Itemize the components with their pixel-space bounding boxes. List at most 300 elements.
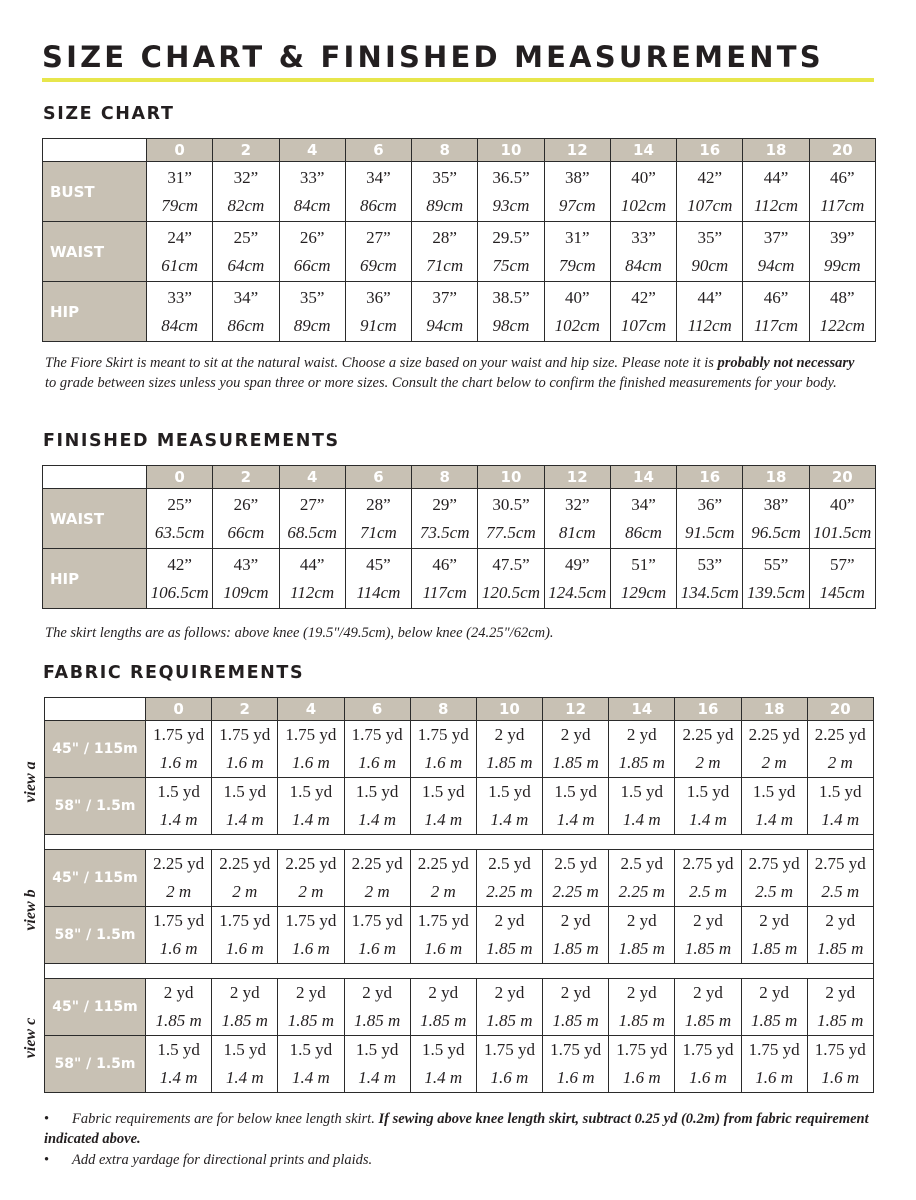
measure-cell xyxy=(344,979,410,1036)
metric-value: 91cm xyxy=(360,315,397,335)
measure-cell xyxy=(478,489,544,549)
metric-value: 1.85 m xyxy=(155,1011,202,1030)
metric-value: 107cm xyxy=(620,315,667,335)
measure-cell xyxy=(476,907,542,964)
imperial-value: 2.25 yd xyxy=(285,854,337,873)
measure-cell xyxy=(412,162,478,222)
metric-value: 1.4 m xyxy=(358,810,396,829)
skirt-length-note: The skirt lengths are as follows: above knee (19.5"/49.5cm), below knee (24.25"/62cm). xyxy=(45,625,554,641)
imperial-value: 37” xyxy=(763,227,789,247)
imperial-value: 44” xyxy=(763,167,789,187)
metric-value: 1.85 m xyxy=(684,939,732,958)
view-label: view a xyxy=(22,761,39,803)
metric-value: 1.6 m xyxy=(424,753,463,772)
imperial-value: 2.5 yd xyxy=(620,854,664,873)
size-header: 12 xyxy=(544,139,610,162)
measure-cell xyxy=(609,907,675,964)
size-header: 18 xyxy=(743,139,809,162)
size-header: 10 xyxy=(478,139,544,162)
table-row xyxy=(45,907,874,964)
size-header: 4 xyxy=(279,139,345,162)
size-header: 6 xyxy=(344,698,410,721)
measure-cell xyxy=(675,721,741,778)
measure-cell xyxy=(345,282,411,342)
measure-cell xyxy=(278,778,344,835)
metric-value: 145cm xyxy=(819,582,865,602)
imperial-value: 1.75 yd xyxy=(285,911,337,930)
imperial-value: 36.5” xyxy=(492,167,530,187)
metric-value: 2 m xyxy=(827,753,853,772)
table-row xyxy=(45,979,874,1036)
metric-value: 2.5 m xyxy=(689,882,727,901)
row-label: BUST xyxy=(43,162,147,222)
metric-value: 75cm xyxy=(492,255,530,275)
measure-cell xyxy=(610,162,676,222)
measure-cell xyxy=(610,549,676,609)
metric-value: 81cm xyxy=(558,522,596,542)
size-header: 8 xyxy=(412,139,478,162)
metric-value: 112cm xyxy=(753,195,799,215)
metric-value: 79cm xyxy=(161,195,199,215)
metric-value: 98cm xyxy=(492,315,530,335)
imperial-value: 1.5 yd xyxy=(422,782,465,801)
measure-cell xyxy=(543,907,609,964)
imperial-value: 29.5” xyxy=(492,227,530,247)
imperial-value: 33” xyxy=(631,227,656,247)
metric-value: 129cm xyxy=(620,582,667,602)
metric-value: 66cm xyxy=(293,255,331,275)
metric-value: 1.6 m xyxy=(689,1068,727,1087)
measure-cell xyxy=(544,222,610,282)
metric-value: 109cm xyxy=(223,582,269,602)
imperial-value: 1.5 yd xyxy=(289,1040,333,1059)
measure-cell xyxy=(412,282,478,342)
metric-value: 107cm xyxy=(687,195,733,215)
finished-measurements-heading: FINISHED MEASUREMENTS xyxy=(43,431,340,451)
imperial-value: 33” xyxy=(167,287,192,307)
measure-cell xyxy=(544,549,610,609)
imperial-value: 42” xyxy=(631,287,656,307)
imperial-value: 1.5 yd xyxy=(223,782,266,801)
imperial-value: 32” xyxy=(564,494,590,514)
imperial-value: 49” xyxy=(564,554,590,574)
metric-value: 139.5cm xyxy=(746,582,806,602)
size-header: 2 xyxy=(212,698,278,721)
metric-value: 1.4 m xyxy=(755,810,794,829)
measure-cell xyxy=(146,907,212,964)
row-label: 45" / 115m xyxy=(45,721,146,778)
measure-cell xyxy=(146,850,212,907)
imperial-value: 1.5 yd xyxy=(686,782,730,801)
page-title: SIZE CHART & FINISHED MEASUREMENTS xyxy=(42,40,824,74)
metric-value: 1.85 m xyxy=(552,1011,599,1030)
measure-cell xyxy=(675,1036,741,1093)
imperial-value: 2.25 yd xyxy=(153,854,205,873)
metric-value: 1.6 m xyxy=(159,753,198,772)
measure-cell xyxy=(279,222,345,282)
measure-cell xyxy=(543,979,609,1036)
imperial-value: 2.5 yd xyxy=(488,854,531,873)
imperial-value: 1.5 yd xyxy=(157,782,200,801)
measure-cell xyxy=(344,850,410,907)
size-chart-table xyxy=(42,138,876,342)
metric-value: 124.5cm xyxy=(548,582,607,602)
metric-value: 1.6 m xyxy=(159,939,198,958)
imperial-value: 2.25 yd xyxy=(417,854,469,873)
imperial-value: 1.75 yd xyxy=(483,1040,535,1059)
measure-cell xyxy=(478,162,544,222)
view-label: view b xyxy=(22,889,39,931)
imperial-value: 1.5 yd xyxy=(488,782,531,801)
measure-cell xyxy=(213,489,279,549)
measure-cell xyxy=(675,907,741,964)
row-label: 45" / 115m xyxy=(45,850,146,907)
measure-cell xyxy=(677,489,743,549)
measure-cell xyxy=(410,979,476,1036)
imperial-value: 1.75 yd xyxy=(285,725,337,744)
metric-value: 1.85 m xyxy=(552,753,599,772)
metric-value: 1.85 m xyxy=(684,1011,732,1030)
imperial-value: 28” xyxy=(432,227,457,247)
imperial-value: 43” xyxy=(233,554,259,574)
measure-cell xyxy=(544,282,610,342)
metric-value: 89cm xyxy=(426,195,464,215)
metric-value: 1.85 m xyxy=(486,1011,533,1030)
measure-cell xyxy=(279,549,345,609)
imperial-value: 1.75 yd xyxy=(219,911,271,930)
measure-cell xyxy=(741,778,807,835)
table-row xyxy=(43,162,876,222)
measure-cell xyxy=(476,979,542,1036)
metric-value: 93cm xyxy=(492,195,530,215)
metric-value: 94cm xyxy=(426,315,464,335)
header-blank xyxy=(43,466,147,489)
imperial-value: 1.5 yd xyxy=(289,782,333,801)
metric-value: 134.5cm xyxy=(680,582,739,602)
table-row xyxy=(43,222,876,282)
metric-value: 1.4 m xyxy=(292,1068,330,1087)
measure-cell xyxy=(743,489,809,549)
metric-value: 73.5cm xyxy=(419,522,470,542)
imperial-value: 26” xyxy=(299,227,325,247)
imperial-value: 2 yd xyxy=(296,983,326,1002)
imperial-value: 32” xyxy=(233,167,259,187)
imperial-value: 42” xyxy=(697,167,723,187)
imperial-value: 48” xyxy=(830,287,855,307)
imperial-value: 37” xyxy=(432,287,457,307)
imperial-value: 2.75 yd xyxy=(814,854,866,873)
row-label: HIP xyxy=(43,282,147,342)
metric-value: 64cm xyxy=(227,255,265,275)
imperial-value: 1.75 yd xyxy=(153,911,205,930)
measure-cell xyxy=(743,162,809,222)
imperial-value: 2 yd xyxy=(693,983,723,1002)
metric-value: 1.85 m xyxy=(817,1011,864,1030)
measure-cell xyxy=(213,282,279,342)
metric-value: 114cm xyxy=(356,582,401,602)
measure-cell xyxy=(213,549,279,609)
size-header: 2 xyxy=(213,139,279,162)
imperial-value: 31” xyxy=(564,227,590,247)
imperial-value: 2 yd xyxy=(163,983,194,1002)
imperial-value: 2.25 yd xyxy=(748,725,800,744)
imperial-value: 29” xyxy=(432,494,457,514)
measure-cell xyxy=(809,549,875,609)
metric-value: 1.6 m xyxy=(358,939,396,958)
measure-cell xyxy=(410,778,476,835)
metric-value: 82cm xyxy=(227,195,265,215)
imperial-value: 40” xyxy=(830,494,855,514)
size-header: 6 xyxy=(345,466,411,489)
imperial-value: 2 yd xyxy=(229,983,260,1002)
metric-value: 1.4 m xyxy=(424,810,463,829)
view-spacer xyxy=(45,835,874,850)
imperial-value: 2 yd xyxy=(560,725,591,744)
metric-value: 1.4 m xyxy=(689,810,727,829)
measure-cell xyxy=(543,850,609,907)
imperial-value: 2 yd xyxy=(759,911,789,930)
measure-cell xyxy=(147,222,213,282)
imperial-value: 2 yd xyxy=(759,983,789,1002)
metric-value: 89cm xyxy=(293,315,331,335)
measure-cell xyxy=(147,162,213,222)
size-header: 14 xyxy=(609,698,675,721)
measure-cell xyxy=(476,1036,542,1093)
metric-value: 2 m xyxy=(695,753,721,772)
measure-cell xyxy=(743,549,809,609)
metric-value: 2.5 m xyxy=(821,882,860,901)
metric-value: 1.6 m xyxy=(292,939,330,958)
metric-value: 1.85 m xyxy=(750,939,798,958)
metric-value: 1.85 m xyxy=(817,939,864,958)
imperial-value: 2.25 yd xyxy=(814,725,866,744)
imperial-value: 26” xyxy=(233,494,259,514)
size-header: 10 xyxy=(476,698,542,721)
size-header: 10 xyxy=(478,466,544,489)
metric-value: 86cm xyxy=(360,195,397,215)
metric-value: 117cm xyxy=(820,195,865,215)
imperial-value: 2 yd xyxy=(428,983,459,1002)
imperial-value: 2 yd xyxy=(494,983,525,1002)
imperial-value: 1.75 yd xyxy=(417,911,469,930)
measure-cell xyxy=(345,549,411,609)
measure-cell xyxy=(212,1036,278,1093)
imperial-value: 38.5” xyxy=(492,287,530,307)
metric-value: 2 m xyxy=(298,882,324,901)
imperial-value: 34” xyxy=(631,494,656,514)
measure-cell xyxy=(147,282,213,342)
imperial-value: 36” xyxy=(697,494,723,514)
imperial-value: 42” xyxy=(167,554,192,574)
metric-value: 97cm xyxy=(558,195,596,215)
metric-value: 120.5cm xyxy=(481,582,540,602)
table-row xyxy=(45,721,874,778)
metric-value: 1.6 m xyxy=(225,939,264,958)
size-chart-note: The Fiore Skirt is meant to sit at the natural waist. Choose a size based on your waist and hip size. Please note it is probably not necessary to grade between sizes unless you span three or more sizes. Consult the chart below to confirm the finished measurements for your body. xyxy=(45,355,855,391)
measure-cell xyxy=(278,850,344,907)
header-blank xyxy=(43,139,147,162)
imperial-value: 1.5 yd xyxy=(554,782,597,801)
metric-value: 1.4 m xyxy=(622,810,661,829)
metric-value: 101.5cm xyxy=(813,522,872,542)
measure-cell xyxy=(675,850,741,907)
size-header: 20 xyxy=(809,466,875,489)
imperial-value: 46” xyxy=(763,287,789,307)
metric-value: 71cm xyxy=(426,255,464,275)
header-blank xyxy=(45,698,146,721)
measure-cell xyxy=(344,721,410,778)
metric-value: 86cm xyxy=(227,315,265,335)
metric-value: 79cm xyxy=(558,255,596,275)
measure-cell xyxy=(412,222,478,282)
size-header: 6 xyxy=(345,139,411,162)
metric-value: 84cm xyxy=(293,195,331,215)
imperial-value: 25” xyxy=(233,227,259,247)
imperial-value: 2.75 yd xyxy=(682,854,734,873)
imperial-value: 2 yd xyxy=(626,911,657,930)
measure-cell xyxy=(677,162,743,222)
metric-value: 1.6 m xyxy=(225,753,264,772)
metric-value: 2 m xyxy=(232,882,258,901)
measure-cell xyxy=(677,282,743,342)
imperial-value: 45” xyxy=(366,554,391,574)
imperial-value: 1.75 yd xyxy=(748,1040,800,1059)
imperial-value: 31” xyxy=(167,167,192,187)
imperial-value: 2.25 yd xyxy=(351,854,403,873)
metric-value: 1.85 m xyxy=(353,1011,401,1030)
imperial-value: 39” xyxy=(830,227,855,247)
metric-value: 69cm xyxy=(360,255,397,275)
size-header: 4 xyxy=(279,466,345,489)
metric-value: 94cm xyxy=(757,255,795,275)
measure-cell xyxy=(809,489,875,549)
view-spacer xyxy=(45,964,874,979)
imperial-value: 1.75 yd xyxy=(219,725,271,744)
row-label: WAIST xyxy=(43,489,147,549)
size-header: 12 xyxy=(543,698,609,721)
metric-value: 1.6 m xyxy=(490,1068,529,1087)
measure-cell xyxy=(212,778,278,835)
imperial-value: 33” xyxy=(299,167,325,187)
measure-cell xyxy=(543,1036,609,1093)
imperial-value: 34” xyxy=(233,287,259,307)
metric-value: 1.6 m xyxy=(556,1068,595,1087)
imperial-value: 1.75 yd xyxy=(351,911,403,930)
metric-value: 122cm xyxy=(819,315,865,335)
row-label: 45" / 115m xyxy=(45,979,146,1036)
imperial-value: 57” xyxy=(830,554,855,574)
metric-value: 1.4 m xyxy=(225,1068,264,1087)
metric-value: 117cm xyxy=(422,582,467,602)
measure-cell xyxy=(146,721,212,778)
measure-cell xyxy=(279,489,345,549)
imperial-value: 1.75 yd xyxy=(682,1040,734,1059)
measure-cell xyxy=(410,1036,476,1093)
imperial-value: 1.75 yd xyxy=(814,1040,866,1059)
imperial-value: 2.75 yd xyxy=(748,854,800,873)
metric-value: 2.25 m xyxy=(486,882,533,901)
imperial-value: 44” xyxy=(299,554,325,574)
metric-value: 1.6 m xyxy=(821,1068,860,1087)
imperial-value: 2 yd xyxy=(494,911,525,930)
measure-cell xyxy=(345,489,411,549)
measure-cell xyxy=(609,979,675,1036)
measure-cell xyxy=(344,1036,410,1093)
imperial-value: 38” xyxy=(763,494,789,514)
measure-cell xyxy=(609,1036,675,1093)
measure-cell xyxy=(807,850,873,907)
imperial-value: 34” xyxy=(366,167,391,187)
measure-cell xyxy=(807,778,873,835)
metric-value: 112cm xyxy=(290,582,335,602)
table-row xyxy=(45,1036,874,1093)
imperial-value: 25” xyxy=(167,494,192,514)
metric-value: 1.85 m xyxy=(221,1011,268,1030)
imperial-value: 2.25 yd xyxy=(682,725,734,744)
metric-value: 1.85 m xyxy=(750,1011,798,1030)
metric-value: 71cm xyxy=(360,522,397,542)
imperial-value: 1.5 yd xyxy=(355,1040,399,1059)
measure-cell xyxy=(743,282,809,342)
size-header: 14 xyxy=(610,466,676,489)
metric-value: 68.5cm xyxy=(287,522,337,542)
size-header: 0 xyxy=(146,698,212,721)
size-header: 16 xyxy=(677,139,743,162)
view-label: view c xyxy=(22,1017,39,1059)
measure-cell xyxy=(279,162,345,222)
imperial-value: 2 yd xyxy=(825,983,856,1002)
imperial-value: 1.75 yd xyxy=(616,1040,668,1059)
metric-value: 2.25 m xyxy=(552,882,599,901)
imperial-value: 1.5 yd xyxy=(422,1040,465,1059)
measure-cell xyxy=(212,979,278,1036)
size-header: 8 xyxy=(412,466,478,489)
measure-cell xyxy=(212,850,278,907)
metric-value: 86cm xyxy=(625,522,662,542)
metric-value: 1.85 m xyxy=(552,939,599,958)
measure-cell xyxy=(412,489,478,549)
metric-value: 1.85 m xyxy=(618,939,665,958)
measure-cell xyxy=(809,222,875,282)
metric-value: 2 m xyxy=(364,882,390,901)
metric-value: 1.4 m xyxy=(225,810,264,829)
metric-value: 117cm xyxy=(753,315,799,335)
row-label: WAIST xyxy=(43,222,147,282)
size-header: 4 xyxy=(278,698,344,721)
measure-cell xyxy=(807,721,873,778)
imperial-value: 2 yd xyxy=(560,911,591,930)
metric-value: 102cm xyxy=(620,195,667,215)
size-header: 18 xyxy=(741,698,807,721)
imperial-value: 2 yd xyxy=(560,983,591,1002)
imperial-value: 2 yd xyxy=(626,983,657,1002)
size-header: 12 xyxy=(544,466,610,489)
metric-value: 1.85 m xyxy=(618,753,665,772)
metric-value: 1.6 m xyxy=(292,753,330,772)
measure-cell xyxy=(212,721,278,778)
imperial-value: 53” xyxy=(697,554,723,574)
metric-value: 1.85 m xyxy=(420,1011,467,1030)
metric-value: 1.4 m xyxy=(159,1068,198,1087)
measure-cell xyxy=(278,979,344,1036)
imperial-value: 38” xyxy=(564,167,590,187)
metric-value: 2 m xyxy=(761,753,787,772)
imperial-value: 24” xyxy=(167,227,192,247)
metric-value: 77.5cm xyxy=(486,522,536,542)
measure-cell xyxy=(146,1036,212,1093)
measure-cell xyxy=(345,222,411,282)
finished-measurements-table xyxy=(42,465,876,609)
